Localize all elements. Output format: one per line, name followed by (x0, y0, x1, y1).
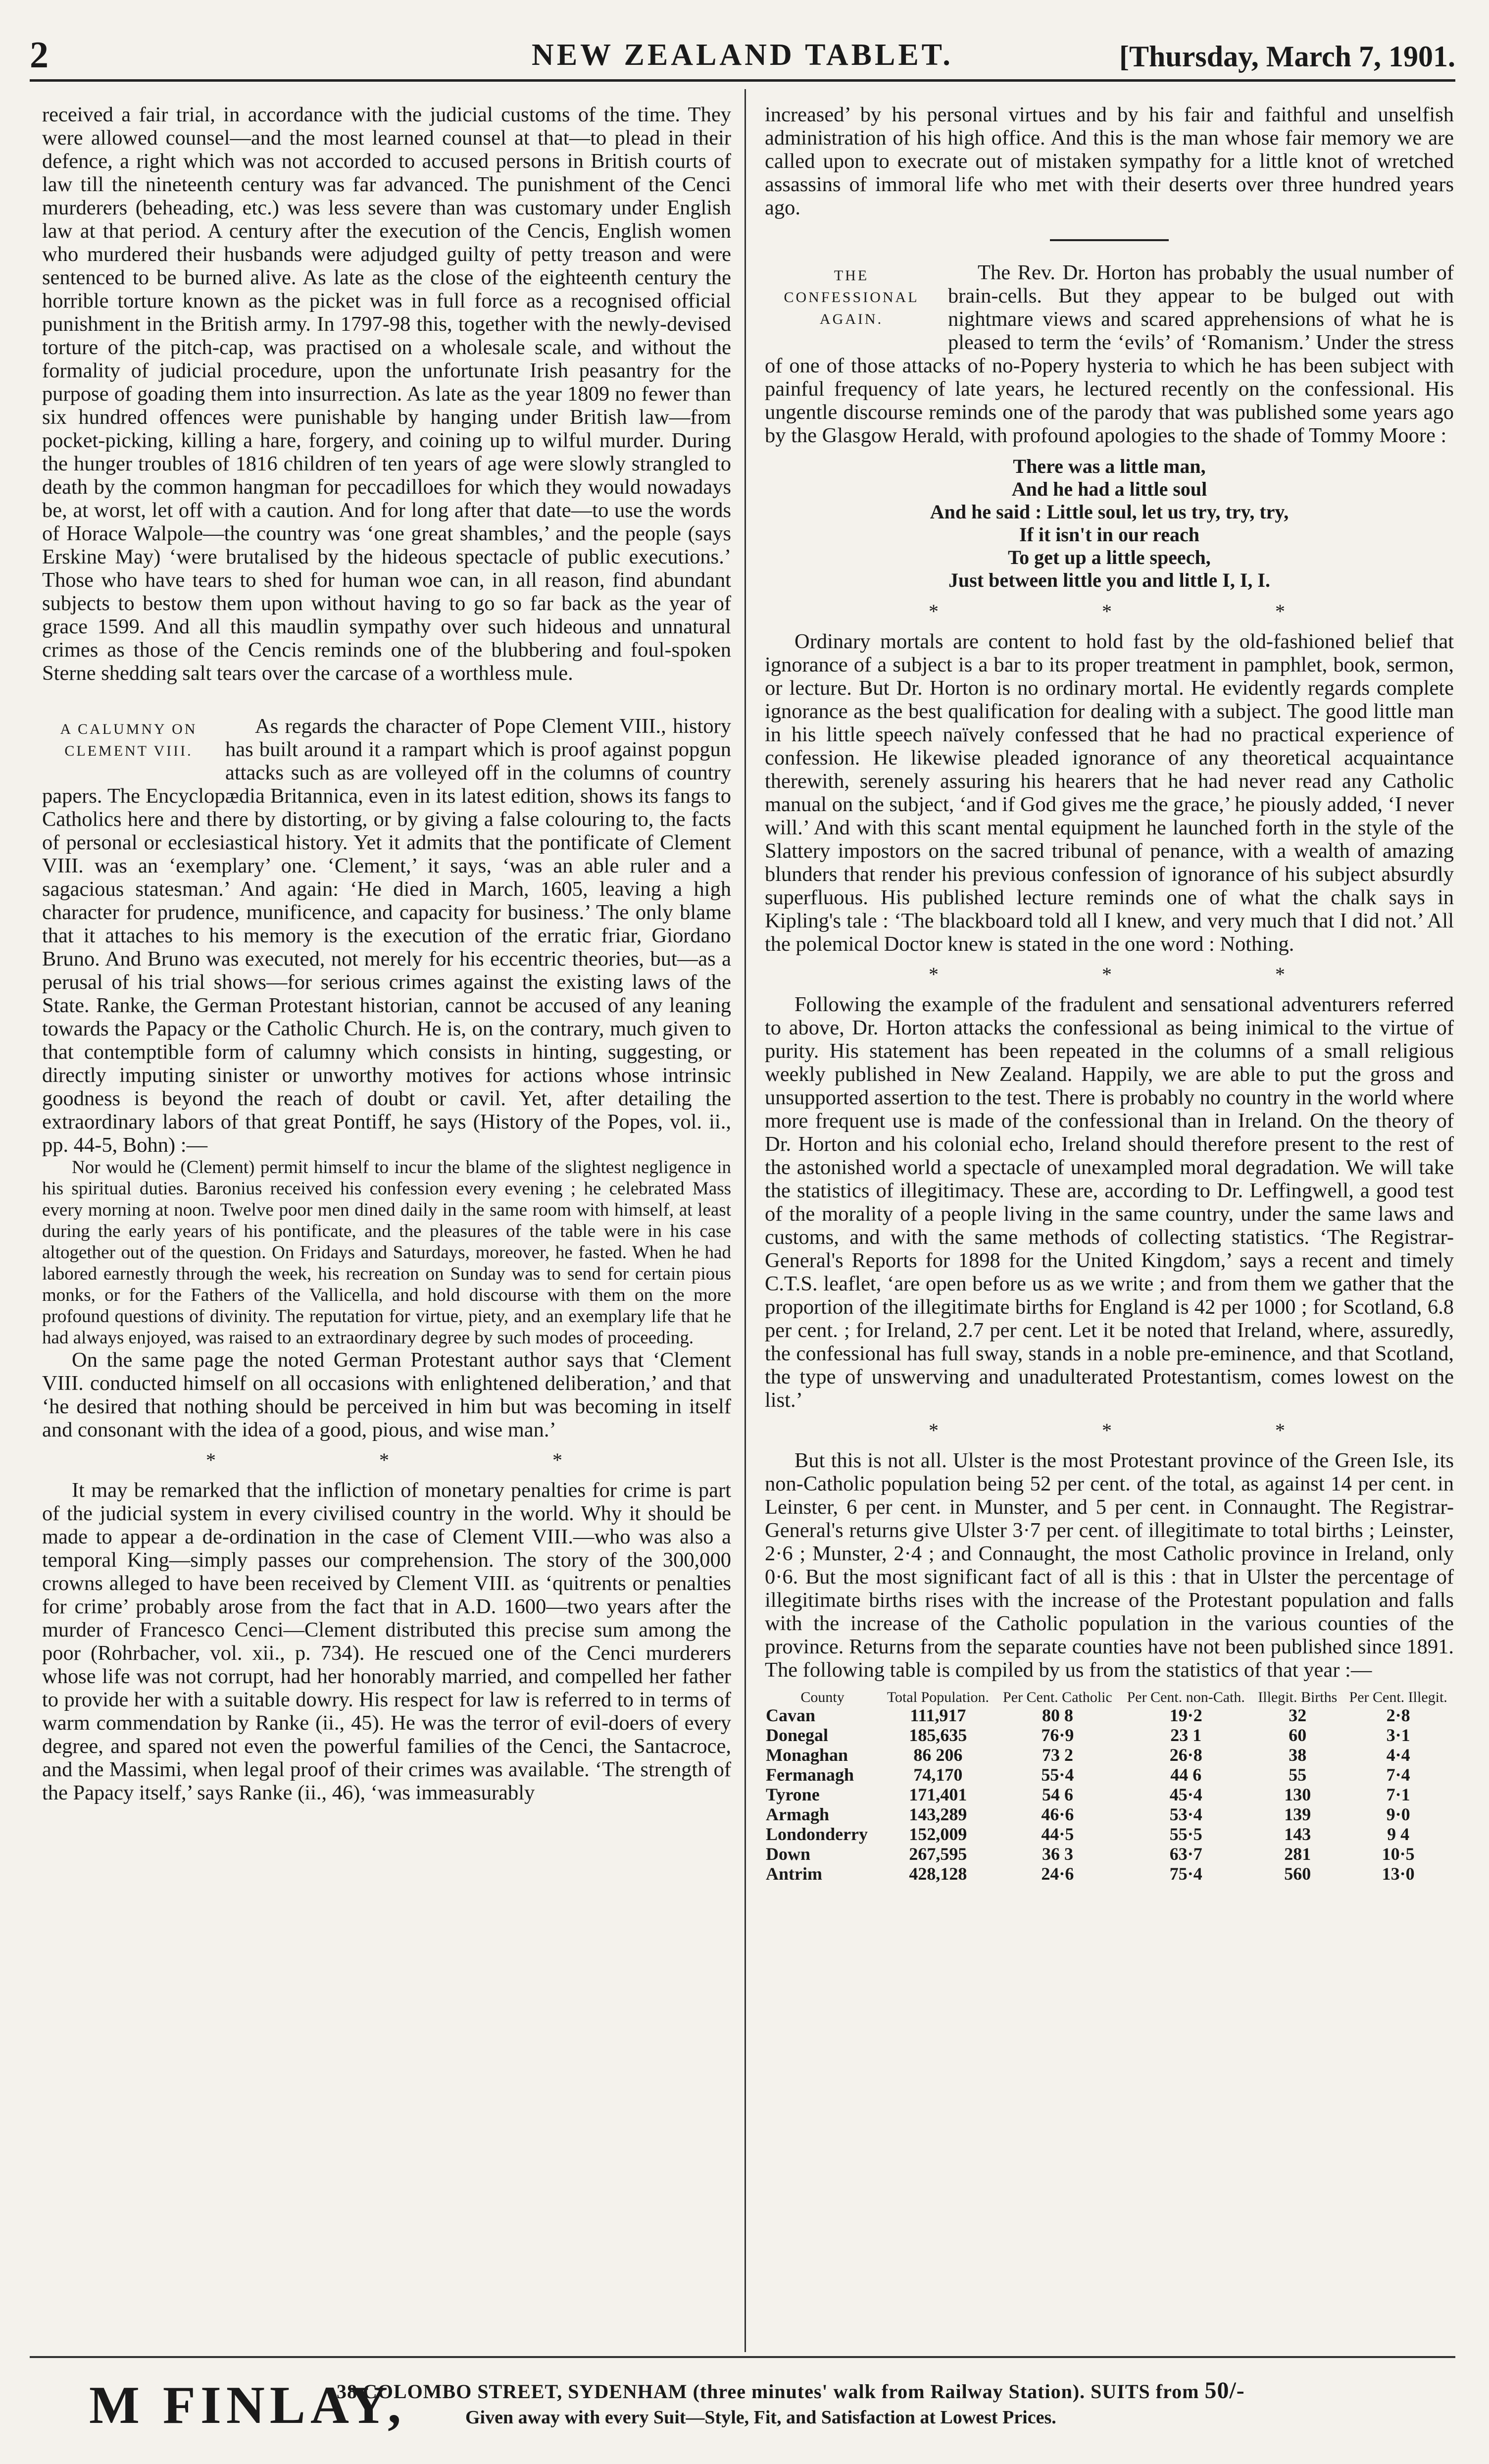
table-cell: 19·2 (1169, 1705, 1202, 1725)
county-cell: Tyrone (766, 1785, 820, 1804)
county-cell: Down (766, 1844, 811, 1864)
table-cell: 86 206 (913, 1745, 963, 1765)
article-paragraph: The Rev. Dr. Horton has probably the usual number of brain-cells. But they appear to be bulged out with nightmare views and scared apprehensions of what he is pleased to term the ‘evils’ of ‘Romanism.’ Under the stress of one of those attacks of no-Popery hysteria to which he has been subject with painful frequency of late years, he lectured recently on the confessional. His ungentle discourse reminds one of the parody that was published some years ago by the Glasgow Herald, with profound apologies to the shade of Tommy Moore : (765, 261, 1454, 447)
verse-line: And he had a little soul (1011, 478, 1207, 500)
county-cell: Monaghan (766, 1745, 848, 1765)
table-cell: 76·9 (1041, 1725, 1074, 1745)
article-paragraph: As regards the character of Pope Clement VIII., history has built around it a rampart which is proof against popgun attacks such as are volleyed off in the columns of country papers. The Encyclopædia Britannica, even in its latest edition, shows its fangs to Catholics here and there by distorting, or by giving a false colouring to, the facts of personal or ecclesiastical history. Yet it admits that the pontificate of Clement VIII. was an ‘exemplary’ one. ‘Clement,’ it says, ‘was an able ruler and a sagacious statesman.’ And again: ‘He died in March, 1605, leaving a high character for prudence, munificence, and capacity for business.’ The only blame that it attaches to his memory is the execution of the erratic friar, Giordano Bruno. And Bruno was executed, not merely for his eccentric theories, but—as a perusal of his trial shows—for serious crimes against the existing laws of the State. Ranke, the German Protestant historian, cannot be accused of any leaning towards the Papacy or the Catholic Church. He is, on the contrary, much given to that contemptible form of calumny which consists in hinting, suggesting, or directly imputing sinister or unworthy motives for actions whose intrinsic goodness is beyond the reach of doubt or cavil. Yet, after detailing the extraordinary labors of that great Pontiff, he says (History of the Popes, vol. ii., pp. 44-5, Bohn) :— (42, 715, 731, 1157)
table-cell: 7·4 (1386, 1765, 1410, 1785)
table-cell: 38 (1289, 1745, 1307, 1765)
county-cell: Donegal (766, 1725, 828, 1745)
table-row (765, 1745, 1454, 1765)
table-cell: 74,170 (913, 1765, 963, 1785)
table-cell: 139 (1284, 1804, 1311, 1824)
table-row (765, 1824, 1454, 1844)
table-cell: 143,289 (909, 1804, 967, 1824)
table-cell: 13·0 (1382, 1864, 1415, 1884)
table-cell: 46·6 (1041, 1804, 1074, 1824)
table-cell: 55·5 (1169, 1824, 1202, 1844)
table-cell: 80 8 (1042, 1705, 1073, 1725)
table-cell: 111,917 (910, 1705, 966, 1725)
table-cell: 428,128 (909, 1864, 967, 1884)
table-cell: 10·5 (1382, 1844, 1415, 1864)
verse-line: Just between little you and little I, I, I. (948, 569, 1270, 591)
section-rule (1050, 239, 1169, 241)
county-cell: Armagh (766, 1804, 829, 1824)
article-paragraph: But this is not all. Ulster is the most Protestant province of the Green Isle, its non-Catholic population being 52 per cent. of the total, as against 14 per cent. in Leinster, 6 per cent. in Munster, and 5 per cent. in Connaught. The Registrar-General's returns give Ulster 3·7 per cent. of illegitimate to total births ; Leinster, 2·6 ; Munster, 2·4 ; and Connaught, the most Catholic province in Ireland, only 0·6. But the most significant fact of all is this : that in Ulster the percentage of illegitimate births rises with the increase of the Protestant population and falls with the increase of the Catholic population in the various counties of the province. Returns from the separate counties have not been published since 1891. The following table is compiled by us from the statistics of that year :— (765, 1449, 1454, 1682)
advertisement-footer (30, 2368, 1455, 2442)
table-cell: 55·4 (1041, 1765, 1074, 1785)
side-heading-calumny: A CALUMNY ON CLEMENT VIII. (60, 721, 198, 759)
table-cell: 152,009 (909, 1824, 967, 1844)
table-cell: 23 1 (1170, 1725, 1202, 1745)
section-stars: * * * (929, 600, 1364, 622)
quoted-extract: Nor would he (Clement) permit himself to incur the blame of the slightest negligence in his spiritual duties. Baronius received his confession every evening ; he celebrated Mass every morning at noon. Twelve poor men dined daily in the same room with himself, at least during the early years of his pontificate, and the pleasures of the table were in his case altogether out of the question. On Fridays and Saturdays, moreover, he fasted. When he had labored earnestly through the week, his recreation on Sunday was to send for certain pious monks, or for the Fathers of the Vallicella, and hold discourse with them on the more profound questions of divinity. The reputation for virtue, piety, and an exemplary life that he had always enjoyed, was raised to an extraordinary degree by such modes of proceeding. (42, 1157, 731, 1348)
table-cell: 45·4 (1169, 1785, 1202, 1804)
article-paragraph: received a fair trial, in accordance with the judicial customs of the time. They were allowed counsel—and the most learned counsel at that—to plead in their defence, a right which was not accorded to accused persons in British courts of law till the nineteenth century was far advanced. The punishment of the Cenci murderers (beheading, etc.) was less severe than was customary under English law at that period. A century after the execution of the Cencis, English women who murdered their husbands were adjudged guilty of petty treason and were sentenced to be burned alive. As late as the close of the eighteenth century the horrible torture known as the picket was in full force as a recognised official punishment in the British army. In 1797-98 this, together with the newly-devised torture of the pitch-cap, was practised on a wholesale scale, and without the formality of judicial procedure, upon the unfortunate Irish peasantry for the purpose of goading them into insurrection. As late as the year 1809 no fewer than six hundred offences were punishable by hanging under British law—from pocket-picking, killing a hare, forgery, and coining up to wilful murder. During the hunger troubles of 1816 children of ten years of age were slowly strangled to death by the common hangman for peccadilloes for which they would nowadays be, at worst, let off with a caution. And for long after that date—to use the words of Horace Walpole—the country was ‘one great shambles,’ and the people (says Erskine May) ‘were brutalised by the hideous spectacle of public executions.’ Those who have tears to shed for human woe can, in all reason, find abundant subjects to bestow them upon without having to go so far back as the year of grace 1599. And all this maudlin sympathy over such hideous and unnatural crimes as those of the Cencis reminds one of the blubbering and foul-spoken Sterne shedding salt tears over the carcase of a worthless mule. (42, 103, 731, 685)
footer-rule (30, 2356, 1455, 2358)
verse-line: And he said : Little soul, let us try, try, try, (930, 501, 1289, 523)
table-cell: 9 4 (1387, 1824, 1410, 1844)
table-cell: 75·4 (1169, 1864, 1202, 1884)
verse-line: There was a little man, (1013, 455, 1206, 477)
ad-line-2: Given away with every Suit—Style, Fit, and Satisfaction at Lowest Prices. (465, 2407, 1056, 2428)
ad-address: 38 COLOMBO STREET, SYDENHAM (three minutes' walk from Railway Station). SUITS from (337, 2380, 1199, 2403)
right-column (765, 103, 1454, 1884)
table-header-row (765, 1690, 1454, 1705)
county-cell: Londonderry (766, 1824, 868, 1844)
verse-line: To get up a little speech, (1008, 546, 1211, 568)
illegitimacy-table (765, 1690, 1454, 1884)
advertiser-name: M FINLAY, (89, 2376, 406, 2435)
table-row (765, 1804, 1454, 1824)
table-cell: 143 (1284, 1824, 1311, 1844)
table-cell: 2·8 (1386, 1705, 1410, 1725)
table-header: Per Cent. non-Cath. (1127, 1689, 1245, 1705)
article-paragraph: It may be remarked that the infliction of monetary penalties for crime is part of the judicial system in every civilised country in the world. Why it should be made to appear a de-ordination in the case of Clement VIII.—who was also a temporal King—simply passes our comprehension. The story of the 300,000 crowns alleged to have been received by Clement VIII. as ‘quitrents or penalties for crime’ probably arose from the fact that in A.D. 1600—two years after the murder of Francesco Cenci—Clement distributed this precise sum among the poor (Rohrbacher, vol. xii., p. 734). He rescued one of the Cenci murderers whose life was not corrupt, had her honorably married, and compelled her father to provide her with a suitable dowry. His respect for law is referred to in terms of warm commendation by Ranke (ii., 45). He was the terror of evil-doers of every degree, and spared not even the powerful families of the Cenci, the Santacroce, and the Massimi, when legal proof of their crimes was available. ‘The strength of the Papacy itself,’ says Ranke (ii., 46), ‘was immeasurably (42, 1479, 731, 1804)
table-cell: 171,401 (909, 1785, 967, 1804)
issue-date: [Thursday, March 7, 1901. (1119, 40, 1455, 73)
table-row (765, 1844, 1454, 1864)
section-stars: * * * (929, 963, 1364, 985)
table-cell: 24·6 (1041, 1864, 1074, 1884)
table-cell: 26·8 (1169, 1745, 1202, 1765)
left-column (42, 103, 731, 1804)
table-cell: 55 (1289, 1765, 1307, 1785)
verse-line: If it isn't in our reach (1019, 523, 1200, 546)
table-header: Per Cent. Illegit. (1349, 1689, 1447, 1705)
page-number: 2 (30, 34, 49, 76)
table-cell: 281 (1284, 1844, 1311, 1864)
table-body (765, 1705, 1454, 1884)
article-paragraph: increased’ by his personal virtues and by his fair and faithful and unselfish administration of his high office. And this is the man whose fair memory we are called upon to execrate out of mistaken sympathy for a little knot of wretched assassins of immoral life who met with their deserts over three hundred years ago. (765, 103, 1454, 219)
table-cell: 7·1 (1386, 1785, 1410, 1804)
ad-line-1 (337, 2377, 1245, 2404)
table-header: Total Population. (887, 1689, 990, 1705)
table-cell: 185,635 (909, 1725, 967, 1745)
article-paragraph: On the same page the noted German Protestant author says that ‘Clement VIII. conducted himself on all occasions with enlightened deliberation,’ and that ‘he desired that nothing should be perceived in him but was becoming in itself and consonant with the idea of a good, pious, and wise man.’ (42, 1348, 731, 1441)
table-header: Illegit. Births (1258, 1689, 1338, 1705)
table-cell: 44·5 (1041, 1824, 1074, 1844)
header-rule (30, 79, 1455, 82)
table-cell: 53·4 (1169, 1804, 1202, 1824)
table-cell: 54 6 (1042, 1785, 1073, 1804)
column-divider (744, 89, 746, 2352)
table-header: County (800, 1689, 844, 1705)
table-cell: 9·0 (1386, 1804, 1410, 1824)
table-cell: 267,595 (909, 1844, 967, 1864)
section-stars: * * * (206, 1449, 642, 1471)
table-cell: 4·4 (1386, 1745, 1410, 1765)
table-cell: 560 (1284, 1864, 1311, 1884)
masthead-title: NEW ZEALAND TABLET. (532, 38, 953, 72)
table-row (765, 1864, 1454, 1884)
parody-verse (765, 455, 1454, 592)
table-row (765, 1785, 1454, 1804)
article-paragraph: Following the example of the fradulent and sensational adventurers referred to above, Dr. Horton attacks the confessional as being inimical to the virtue of purity. His statement has been repeated in the columns of a small religious weekly published in New Zealand. Happily, we are able to put the gross and unsupported assertion to the test. There is probably no country in the world where more frequent use is made of the confessional than in Ireland. On the theory of Dr. Horton and his colonial echo, Ireland should therefore present to the rest of the astonished world a spectacle of unexampled moral degradation. We will take the statistics of illegitimacy. These are, according to Dr. Leffingwell, a good test of the morality of a people living in the same country, under the same laws and customs, and with the same methods of collecting statistics. ‘The Registrar-General's Reports for 1898 for the United Kingdom,’ says a recent and timely C.T.S. leaflet, ‘are open before us as we write ; and from them we gather that the proportion of the illegitimate births for England is 42 per 1000 ; for Scotland, 6.8 per cent. ; for Ireland, 2.7 per cent. Let it be noted that Ireland, where, assuredly, the confessional has full sway, stands in a noble pre-eminence, and that Scotland, the type of unswerving and unadulterated Protestantism, comes lowest on the list.’ (765, 993, 1454, 1412)
table-cell: 3·1 (1386, 1725, 1410, 1745)
table-row (765, 1705, 1454, 1725)
article-paragraph: Ordinary mortals are content to hold fast by the old-fashioned belief that ignorance of a subject is a bar to its proper treatment in pamphlet, book, sermon, or lecture. But Dr. Horton is no ordinary mortal. He evidently regards complete ignorance as the best qualification for dealing with a subject. The good little man in his little speech naïvely confessed that he had no practical experience of confession. He likewise pleaded ignorance of any theoretical acquaintance therewith, serenely assuring his hearers that he had never read any Catholic manual on the subject, ‘and if God gives me the grace,’ he piously added, ‘I never will.’ And with this scant mental equipment he launched forth in the style of the Slattery impostors on the sacred tribunal of penance, with a wealth of amazing blunders that render his previous confession of ignorance of his subject absurdly superfluous. His published lecture reminds one of what the chalk says in Kipling's tale : ‘The blackboard told all I knew, and very much that I did not.’ All the polemical Doctor knew is stated in the one word : Nothing. (765, 630, 1454, 956)
table-row (765, 1725, 1454, 1745)
table-row (765, 1765, 1454, 1785)
section-stars: * * * (929, 1419, 1364, 1441)
ad-price: 50/- (1204, 2377, 1245, 2404)
table-header: Per Cent. Catholic (1003, 1689, 1112, 1705)
table-cell: 73 2 (1042, 1745, 1073, 1765)
table-cell: 63·7 (1169, 1844, 1202, 1864)
table-cell: 32 (1289, 1705, 1307, 1725)
table-cell: 44 6 (1170, 1765, 1202, 1785)
table-cell: 60 (1289, 1725, 1307, 1745)
table-cell: 36 3 (1042, 1844, 1073, 1864)
page-header (30, 31, 1455, 85)
county-cell: Fermanagh (766, 1765, 854, 1785)
side-heading-confessional: THE CONFESSIONAL AGAIN. (784, 267, 919, 327)
county-cell: Cavan (766, 1705, 816, 1725)
county-cell: Antrim (766, 1864, 822, 1884)
table-cell: 130 (1284, 1785, 1311, 1804)
